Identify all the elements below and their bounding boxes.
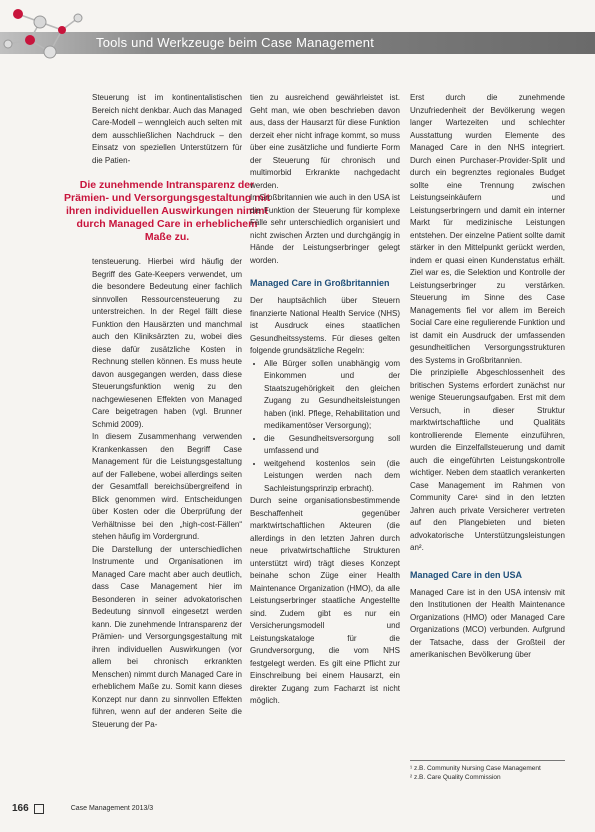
paragraph: Erst durch die zunehmende Unzufriedenheit der Bevölkerung wegen langer Wartezeiten und schlechter Ausstattung wurden Elemente des Managed Care in den NHS integriert. Durch einen Purchaser-Provider-Split und durch ein begrenztes regionales Budget sollte eine Trennung zwischen Leistungseinkäufern und Leistungserbringern und damit ein interner Markt für medizinische Leistungen entstehen. Der einzelne Patient sollte damit stärker in den Mittelpunkt gerückt werden, indem er quasi einen Kundenstatus erhält. Ziel war es, die Selektion und Kontrolle der Leistungserbringer zu verstärken. Steuerung im Sinne des Case Managements fiel vor allem im Bereich Social Care eine regulierende Funktion und ist damit ein Ausdruck der umfassenden gesundheitlichen Versorgungsstrukturen des Systems in Großbritannien. (410, 93, 565, 365)
footnote: ¹ z.B. Community Nursing Case Management (410, 765, 541, 772)
paragraph: tien zu ausreichend gewährleistet ist. Geht man, wie oben beschrieben davon aus, dass der Hausarzt für diese Funktion derzeit eher nicht infrage kommt, so muss über eine zusätzliche und fundierte Form der Steuerung für chronisch und multimorbid Erkrankte nachgedacht werden. (250, 93, 400, 190)
journal-logo-icon (34, 804, 44, 814)
list-item: • weitgehend kostenlos sein (die Leistungen werden nach dem Sachleistungsprinzip erbracht). (264, 458, 400, 496)
footnotes (410, 760, 565, 782)
paragraph: Die Darstellung der unterschiedlichen Instrumente und Organisationen im Managed Care macht aber auch deutlich, dass Case Management hier im Besonderen in seiner advokatorischen Bedeutung sinnvoll eingesetzt werden kann. Die zunehmende Intransparenz der Prämien- und Versorgungsgestaltung mit ihren individuellen Auswirkungen (vor allem bei chronisch erkrankten Menschen) nimmt durch Managed Care in erheblichem Maße zu. Somit kann dieses Konzept nur dann zu sinnvollen Effekten führen, wenn auf der anderen Seite die Steuerung der Pa- (92, 544, 242, 729)
column-2 (250, 92, 400, 708)
molecule-graphic (0, 0, 95, 70)
paragraph: In diesem Zusammenhang verwenden Krankenkassen den Begriff Case Management für die Leistungsgestaltung auf der Fallebene, wobei allerdings seiten der Gesamtfall bereichsübergreifend in Blick genommen wird. Entscheidungen über Kosten oder die Überprüfung der Verhältnisse bei den „high-cost-Fällen“ stehen häufig im Vordergrund. (92, 432, 242, 541)
page-footer (12, 803, 153, 814)
paragraph: In Großbritannien wie auch in den USA ist die Funktion der Steuerung für komplexe Fälle sehr unterschiedlich organisiert und nicht zwischen Ärzten und durchgängig in Hände der Leistungserbringer gelegt worden. (250, 193, 400, 265)
paragraph: Managed Care ist in den USA intensiv mit den Institutionen der Health Maintenance Organizations (HMO) oder Managed Care Organizations (MCO) verbunden. Aufgrund der Tatsache, dass der Großteil der amerikanischen Bevölkerung über (410, 587, 565, 659)
section-title: Tools und Werkzeuge beim Case Management (96, 35, 375, 50)
pull-quote: Die zunehmende Intransparenz der Prämien- und Versorgungsgestaltung mit ihren individuellen Auswirkungen nimmt durch Managed Care in erheblichem Maße zu. (64, 179, 270, 243)
list-item: • Alle Bürger sollen unabhängig vom Einkommen und der Staatszugehörigkeit den gleichen Zugang zu Gesundheitsleistungen haben (inkl. Pflege, Rehabilitation und medikamentöser Versorgung); (264, 358, 400, 433)
page-number: 166 (12, 803, 29, 814)
paragraph: tensteuerung. Hierbei wird häufig der Begriff des Gate-Keepers verwendet, um die besondere Bedeutung einer fachlich sinnvollen Ressourcensteuerung zu unterstreichen. In der Regel fällt diese Funktion den Hausärzten und manchmal auch den Kliniksärzten zu, wobei dies diese dafür zusätzliche Kosten in Rechnung stellen können. Es muss heute davon ausgegangen werden, dass diese Steuerungsfunktion wenig zu den nachgewiesenen Effekten von Managed Care beigetragen haben (vgl. Brunner Schmid 2009). (92, 257, 242, 429)
bullet-list (250, 358, 400, 496)
section-heading: Managed Care in Großbritannien (250, 278, 390, 288)
paragraph: Die prinzipielle Abgeschlossenheit des britischen Systems erfordert zunächst nur wenige Steuerungsaufgaben. Erst mit dem Versuch, in dieser Struktur marktwirtschaftliche und Qualitäts kontrollierende Elemente einzuführen, wurden die Einzelfallsteuerung und damit auch die eingeführten Leistungskontrolle wichtiger. Neben dem staatlich verankerten Case Management im Rahmen von Community Care¹ sind in den letzten Jahren auch private Versicherer vertreten auf den Plangebieten und bieten advokatorische Unterstützungsleistungen an². (410, 368, 565, 552)
paragraph: Steuerung ist im kontinentalistischen Bereich nicht denkbar. Auch das Managed Care-Modell – wenngleich auch selten mit dem ausschließlichen Nachdruck – den Einsatz von speziellen Unterstützern für die Patien- (92, 93, 242, 165)
footnote: ² z.B. Care Quality Commission (410, 774, 501, 781)
paragraph: Der hauptsächlich über Steuern finanzierte National Health Service (NHS) ist Ausdruck eines staatlichen Gesundheitssystems. Für dieses gelten folgende grundsätzliche Regeln: (250, 296, 400, 355)
journal-name: Case Management 2013/3 (70, 805, 154, 812)
column-3 (410, 92, 565, 662)
paragraph: Durch seine organisationsbestimmende Beschaffenheit gegenüber marktwirtschaftlichen Akteuren (die allerdings in den letzten Jahren durch neue privatwirtschaftliche Strukturen unterstützt wird) trägt dieses Konzept beinahe schon Züge einer Health Maintenance Organization (HMO), da alle Leistungserbringer staatliche Angestellte sind. Zudem gibt es nur ein Versicherungsmodell und Leistungskataloge für die Grundversorgung, die vom NHS festgelegt werden. Es gilt eine Pflicht zur Einschreibung bei einem Hausarzt, ein direkter Zugang zum Facharzt ist nicht möglich. (250, 496, 400, 705)
list-item: • die Gesundheitsversorgung soll umfassend und (264, 433, 400, 458)
section-heading: Managed Care in den USA (410, 569, 523, 580)
column-1 (64, 92, 270, 731)
